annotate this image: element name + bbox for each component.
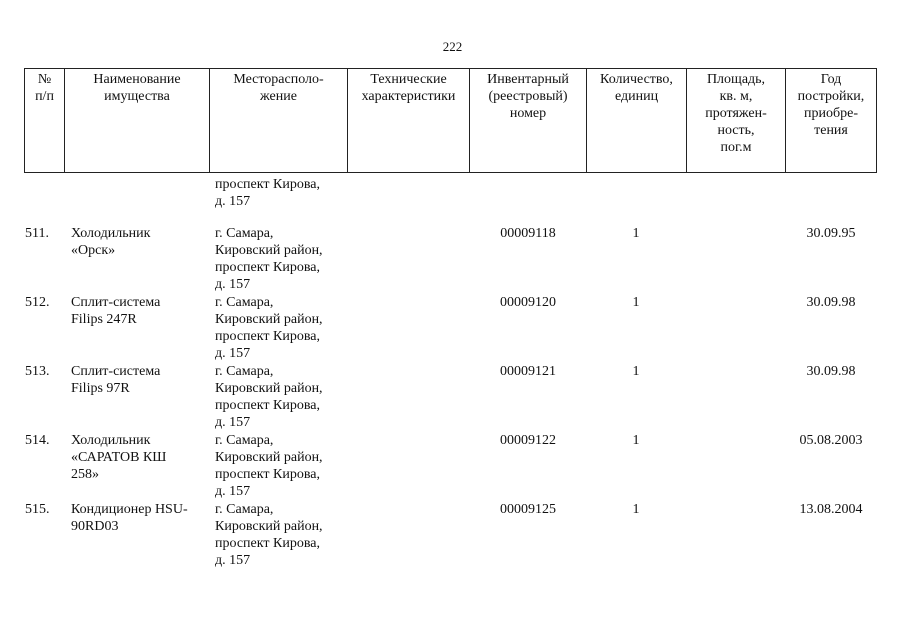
- row-inventory: 00009120: [500, 295, 556, 310]
- header-specs: Технические характеристики: [348, 69, 470, 173]
- page-number: 222: [442, 39, 463, 54]
- row-date: 30.09.95: [806, 226, 856, 241]
- row-name: Холодильник «САРАТОВ КШ 258»: [71, 433, 167, 482]
- row-number: 514.: [25, 433, 50, 448]
- header-quantity: Количество, единиц: [587, 69, 687, 173]
- header-area: Площадь, кв. м, протяжен- ность, пог.м: [687, 69, 786, 173]
- row-location: г. Самара, Кировский район, проспект Кирова, д. 157: [215, 364, 323, 430]
- row-number: 515.: [25, 502, 50, 517]
- row-quantity: 1: [632, 502, 640, 517]
- row-location: г. Самара, Кировский район, проспект Кирова, д. 157: [215, 433, 323, 499]
- row-date: 30.09.98: [806, 364, 856, 379]
- row-name: Холодильник «Орск»: [71, 226, 151, 258]
- row-quantity: 1: [632, 433, 640, 448]
- row-location: г. Самара, Кировский район, проспект Кирова, д. 157: [215, 226, 323, 292]
- table-header: [24, 68, 877, 173]
- continuation-location: проспект Кирова, д. 157: [215, 177, 320, 209]
- header-inventory: Инвентарный (реестровый) номер: [470, 69, 587, 173]
- row-location: г. Самара, Кировский район, проспект Кирова, д. 157: [215, 502, 323, 568]
- row-quantity: 1: [632, 226, 640, 241]
- row-inventory: 00009125: [500, 502, 556, 517]
- row-inventory: 00009121: [500, 364, 556, 379]
- row-date: 30.09.98: [806, 295, 856, 310]
- header-number: № п/п: [25, 69, 65, 173]
- row-inventory: 00009118: [500, 226, 556, 241]
- header-location: Месторасполо- жение: [210, 69, 348, 173]
- row-quantity: 1: [632, 364, 640, 379]
- row-location: г. Самара, Кировский район, проспект Кирова, д. 157: [215, 295, 323, 361]
- row-inventory: 00009122: [500, 433, 556, 448]
- row-number: 512.: [25, 295, 50, 310]
- row-date: 05.08.2003: [799, 433, 863, 448]
- row-name: Сплит-система Filips 97R: [71, 364, 161, 396]
- row-name: Кондиционер HSU- 90RD03: [71, 502, 188, 534]
- header-name: Наименование имущества: [65, 69, 210, 173]
- row-quantity: 1: [632, 295, 640, 310]
- header-year: Год постройки, приобре- тения: [797, 72, 865, 138]
- row-name: Сплит-система Filips 247R: [71, 295, 161, 327]
- row-number: 511.: [25, 226, 49, 241]
- row-date: 13.08.2004: [799, 502, 863, 517]
- row-number: 513.: [25, 364, 50, 379]
